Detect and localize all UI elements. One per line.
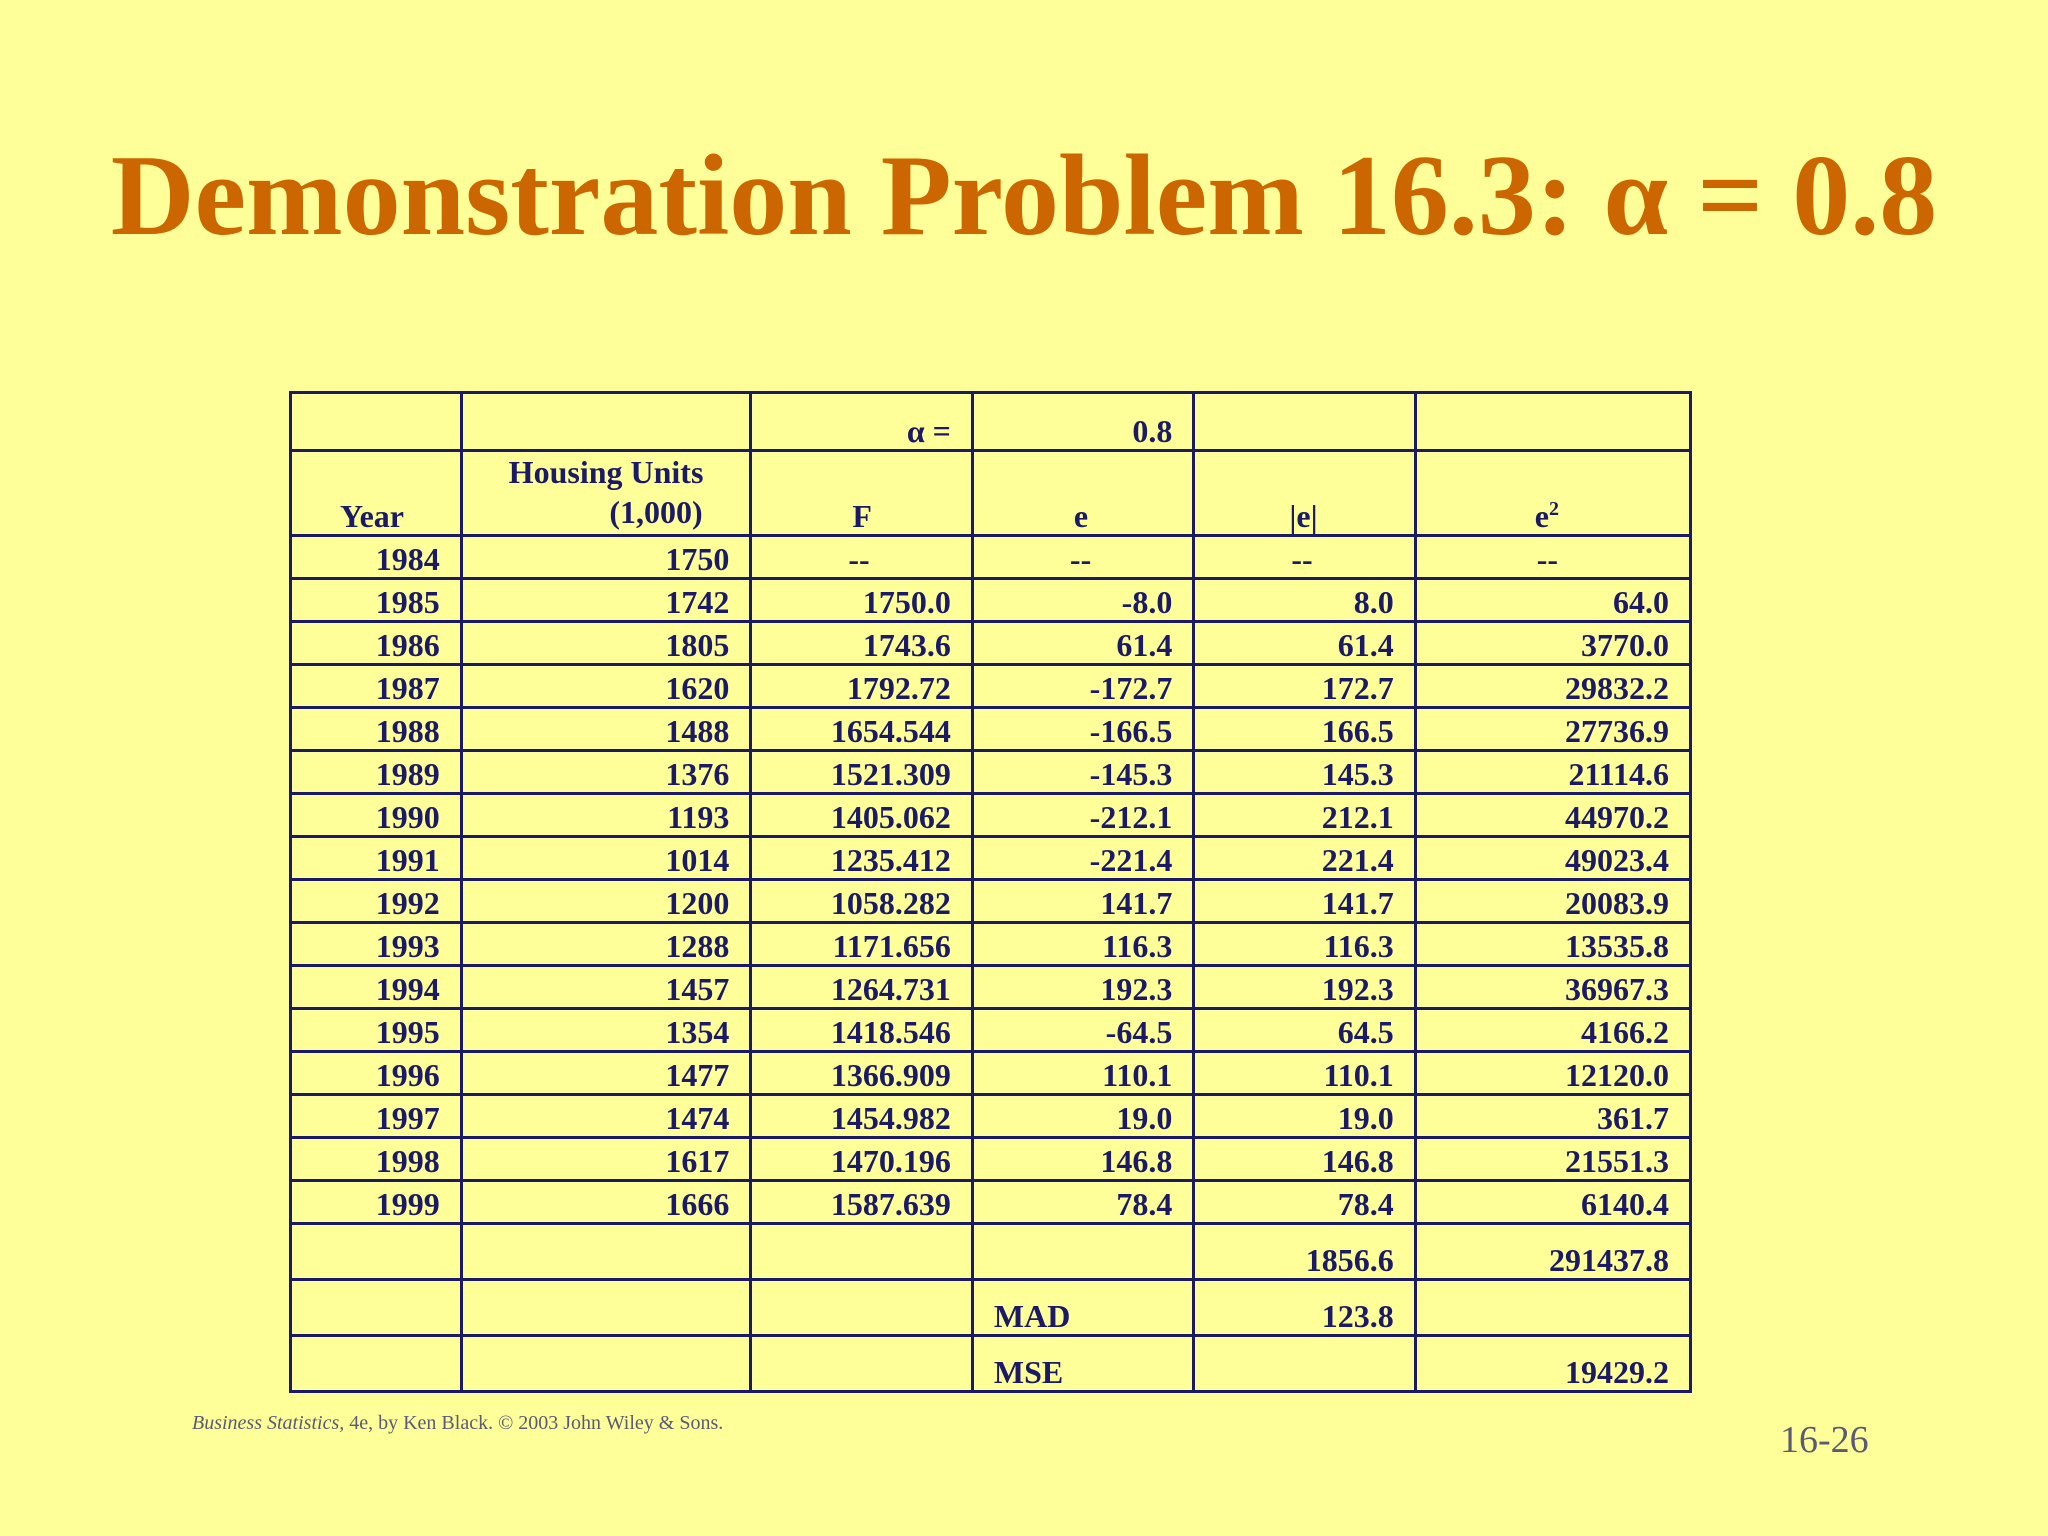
slide-title: Demonstration Problem 16.3: α = 0.8 bbox=[110, 132, 1938, 260]
squared-error-cell: 44970.2 bbox=[1415, 794, 1690, 837]
squared-error-total: 291437.8 bbox=[1415, 1224, 1690, 1280]
abs-error-cell: 221.4 bbox=[1194, 837, 1415, 880]
squared-error-cell: 3770.0 bbox=[1415, 622, 1690, 665]
error-cell: 192.3 bbox=[972, 966, 1193, 1009]
error-cell: -- bbox=[972, 536, 1193, 579]
table-row bbox=[291, 622, 1691, 665]
table-row bbox=[291, 966, 1691, 1009]
error-cell: -221.4 bbox=[972, 837, 1193, 880]
page-number: 16-26 bbox=[1780, 1419, 1869, 1461]
error-header: e bbox=[972, 451, 1193, 536]
error-cell: -145.3 bbox=[972, 751, 1193, 794]
table-row bbox=[291, 665, 1691, 708]
abs-error-cell: 19.0 bbox=[1194, 1095, 1415, 1138]
table-row bbox=[291, 837, 1691, 880]
housing-units-cell: 1742 bbox=[461, 579, 751, 622]
squared-error-cell: 29832.2 bbox=[1415, 665, 1690, 708]
year-cell: 1987 bbox=[291, 665, 462, 708]
year-cell: 1996 bbox=[291, 1052, 462, 1095]
housing-units-cell: 1617 bbox=[461, 1138, 751, 1181]
abs-error-cell: 166.5 bbox=[1194, 708, 1415, 751]
forecast-cell: 1792.72 bbox=[751, 665, 973, 708]
totals-row bbox=[291, 1224, 1691, 1280]
forecast-header: F bbox=[751, 451, 973, 536]
year-cell: 1984 bbox=[291, 536, 462, 579]
squared-error-header-base: e bbox=[1534, 498, 1549, 534]
forecast-cell: 1454.982 bbox=[751, 1095, 973, 1138]
housing-units-cell: 1666 bbox=[461, 1181, 751, 1224]
table-row bbox=[291, 536, 1691, 579]
abs-error-cell: 141.7 bbox=[1194, 880, 1415, 923]
forecast-cell: 1470.196 bbox=[751, 1138, 973, 1181]
housing-units-cell: 1200 bbox=[461, 880, 751, 923]
squared-error-cell: -- bbox=[1415, 536, 1690, 579]
abs-error-cell: 192.3 bbox=[1194, 966, 1415, 1009]
housing-units-header bbox=[461, 451, 751, 536]
forecast-cell: 1405.062 bbox=[751, 794, 973, 837]
header-row bbox=[291, 451, 1691, 536]
housing-units-header-line2: (1,000) bbox=[609, 494, 703, 530]
abs-error-header: |e| bbox=[1194, 451, 1415, 536]
error-cell: 19.0 bbox=[972, 1095, 1193, 1138]
forecast-cell: 1654.544 bbox=[751, 708, 973, 751]
mad-label: MAD bbox=[972, 1280, 1193, 1336]
squared-error-cell: 361.7 bbox=[1415, 1095, 1690, 1138]
squared-error-cell: 27736.9 bbox=[1415, 708, 1690, 751]
table-row bbox=[291, 579, 1691, 622]
mse-label: MSE bbox=[972, 1336, 1193, 1392]
abs-error-total: 1856.6 bbox=[1194, 1224, 1415, 1280]
year-cell: 1988 bbox=[291, 708, 462, 751]
forecast-cell: 1058.282 bbox=[751, 880, 973, 923]
forecast-cell: 1171.656 bbox=[751, 923, 973, 966]
year-cell: 1986 bbox=[291, 622, 462, 665]
abs-error-cell: 212.1 bbox=[1194, 794, 1415, 837]
squared-error-cell: 6140.4 bbox=[1415, 1181, 1690, 1224]
year-cell: 1985 bbox=[291, 579, 462, 622]
squared-error-cell: 49023.4 bbox=[1415, 837, 1690, 880]
squared-error-cell: 64.0 bbox=[1415, 579, 1690, 622]
alpha-row bbox=[291, 393, 1691, 451]
abs-error-cell: 145.3 bbox=[1194, 751, 1415, 794]
year-cell: 1994 bbox=[291, 966, 462, 1009]
footer-book-title: Business Statistics, bbox=[192, 1412, 345, 1434]
squared-error-cell: 20083.9 bbox=[1415, 880, 1690, 923]
forecast-cell: 1587.639 bbox=[751, 1181, 973, 1224]
alpha-value: 0.8 bbox=[972, 393, 1193, 451]
housing-units-cell: 1750 bbox=[461, 536, 751, 579]
table-row bbox=[291, 708, 1691, 751]
housing-units-cell: 1354 bbox=[461, 1009, 751, 1052]
abs-error-cell: -- bbox=[1194, 536, 1415, 579]
abs-error-cell: 110.1 bbox=[1194, 1052, 1415, 1095]
abs-error-cell: 78.4 bbox=[1194, 1181, 1415, 1224]
table-row bbox=[291, 751, 1691, 794]
housing-units-cell: 1805 bbox=[461, 622, 751, 665]
abs-error-cell: 146.8 bbox=[1194, 1138, 1415, 1181]
exponential-smoothing-table bbox=[289, 391, 1692, 1393]
error-cell: -172.7 bbox=[972, 665, 1193, 708]
year-header: Year bbox=[291, 451, 462, 536]
year-cell: 1989 bbox=[291, 751, 462, 794]
year-cell: 1998 bbox=[291, 1138, 462, 1181]
abs-error-cell: 64.5 bbox=[1194, 1009, 1415, 1052]
error-cell: -64.5 bbox=[972, 1009, 1193, 1052]
housing-units-cell: 1014 bbox=[461, 837, 751, 880]
housing-units-cell: 1457 bbox=[461, 966, 751, 1009]
error-cell: 110.1 bbox=[972, 1052, 1193, 1095]
table-row bbox=[291, 1095, 1691, 1138]
mse-value: 19429.2 bbox=[1415, 1336, 1690, 1392]
error-cell: 146.8 bbox=[972, 1138, 1193, 1181]
abs-error-cell: 61.4 bbox=[1194, 622, 1415, 665]
mad-row bbox=[291, 1280, 1691, 1336]
year-cell: 1997 bbox=[291, 1095, 462, 1138]
squared-error-header bbox=[1415, 451, 1690, 536]
squared-error-cell: 21114.6 bbox=[1415, 751, 1690, 794]
forecast-cell: 1521.309 bbox=[751, 751, 973, 794]
housing-units-header-line1: Housing Units bbox=[508, 454, 704, 490]
error-cell: -166.5 bbox=[972, 708, 1193, 751]
housing-units-cell: 1477 bbox=[461, 1052, 751, 1095]
forecast-cell: 1235.412 bbox=[751, 837, 973, 880]
housing-units-cell: 1474 bbox=[461, 1095, 751, 1138]
table-row bbox=[291, 1138, 1691, 1181]
housing-units-cell: 1488 bbox=[461, 708, 751, 751]
forecast-cell: 1418.546 bbox=[751, 1009, 973, 1052]
alpha-label: α = bbox=[751, 393, 973, 451]
housing-units-cell: 1193 bbox=[461, 794, 751, 837]
squared-error-header-exponent: 2 bbox=[1548, 498, 1559, 520]
year-cell: 1993 bbox=[291, 923, 462, 966]
table-row bbox=[291, 1052, 1691, 1095]
squared-error-cell: 4166.2 bbox=[1415, 1009, 1690, 1052]
abs-error-cell: 172.7 bbox=[1194, 665, 1415, 708]
housing-units-cell: 1376 bbox=[461, 751, 751, 794]
footer-book-rest: 4e, by Ken Black. © 2003 John Wiley & Sons. bbox=[344, 1412, 724, 1434]
forecast-cell: -- bbox=[751, 536, 973, 579]
table-row bbox=[291, 880, 1691, 923]
error-cell: 61.4 bbox=[972, 622, 1193, 665]
squared-error-cell: 13535.8 bbox=[1415, 923, 1690, 966]
squared-error-cell: 36967.3 bbox=[1415, 966, 1690, 1009]
table-row bbox=[291, 1181, 1691, 1224]
table-row bbox=[291, 923, 1691, 966]
table-row bbox=[291, 794, 1691, 837]
year-cell: 1999 bbox=[291, 1181, 462, 1224]
housing-units-cell: 1620 bbox=[461, 665, 751, 708]
mad-value: 123.8 bbox=[1194, 1280, 1415, 1336]
abs-error-cell: 8.0 bbox=[1194, 579, 1415, 622]
housing-units-cell: 1288 bbox=[461, 923, 751, 966]
mse-row bbox=[291, 1336, 1691, 1392]
table-row bbox=[291, 1009, 1691, 1052]
squared-error-cell: 12120.0 bbox=[1415, 1052, 1690, 1095]
footer-citation bbox=[192, 1412, 723, 1435]
forecast-cell: 1366.909 bbox=[751, 1052, 973, 1095]
squared-error-cell: 21551.3 bbox=[1415, 1138, 1690, 1181]
year-cell: 1992 bbox=[291, 880, 462, 923]
error-cell: -212.1 bbox=[972, 794, 1193, 837]
forecast-cell: 1750.0 bbox=[751, 579, 973, 622]
forecast-cell: 1743.6 bbox=[751, 622, 973, 665]
year-cell: 1995 bbox=[291, 1009, 462, 1052]
error-cell: 78.4 bbox=[972, 1181, 1193, 1224]
year-cell: 1991 bbox=[291, 837, 462, 880]
error-cell: -8.0 bbox=[972, 579, 1193, 622]
error-cell: 141.7 bbox=[972, 880, 1193, 923]
error-cell: 116.3 bbox=[972, 923, 1193, 966]
forecast-cell: 1264.731 bbox=[751, 966, 973, 1009]
abs-error-cell: 116.3 bbox=[1194, 923, 1415, 966]
year-cell: 1990 bbox=[291, 794, 462, 837]
